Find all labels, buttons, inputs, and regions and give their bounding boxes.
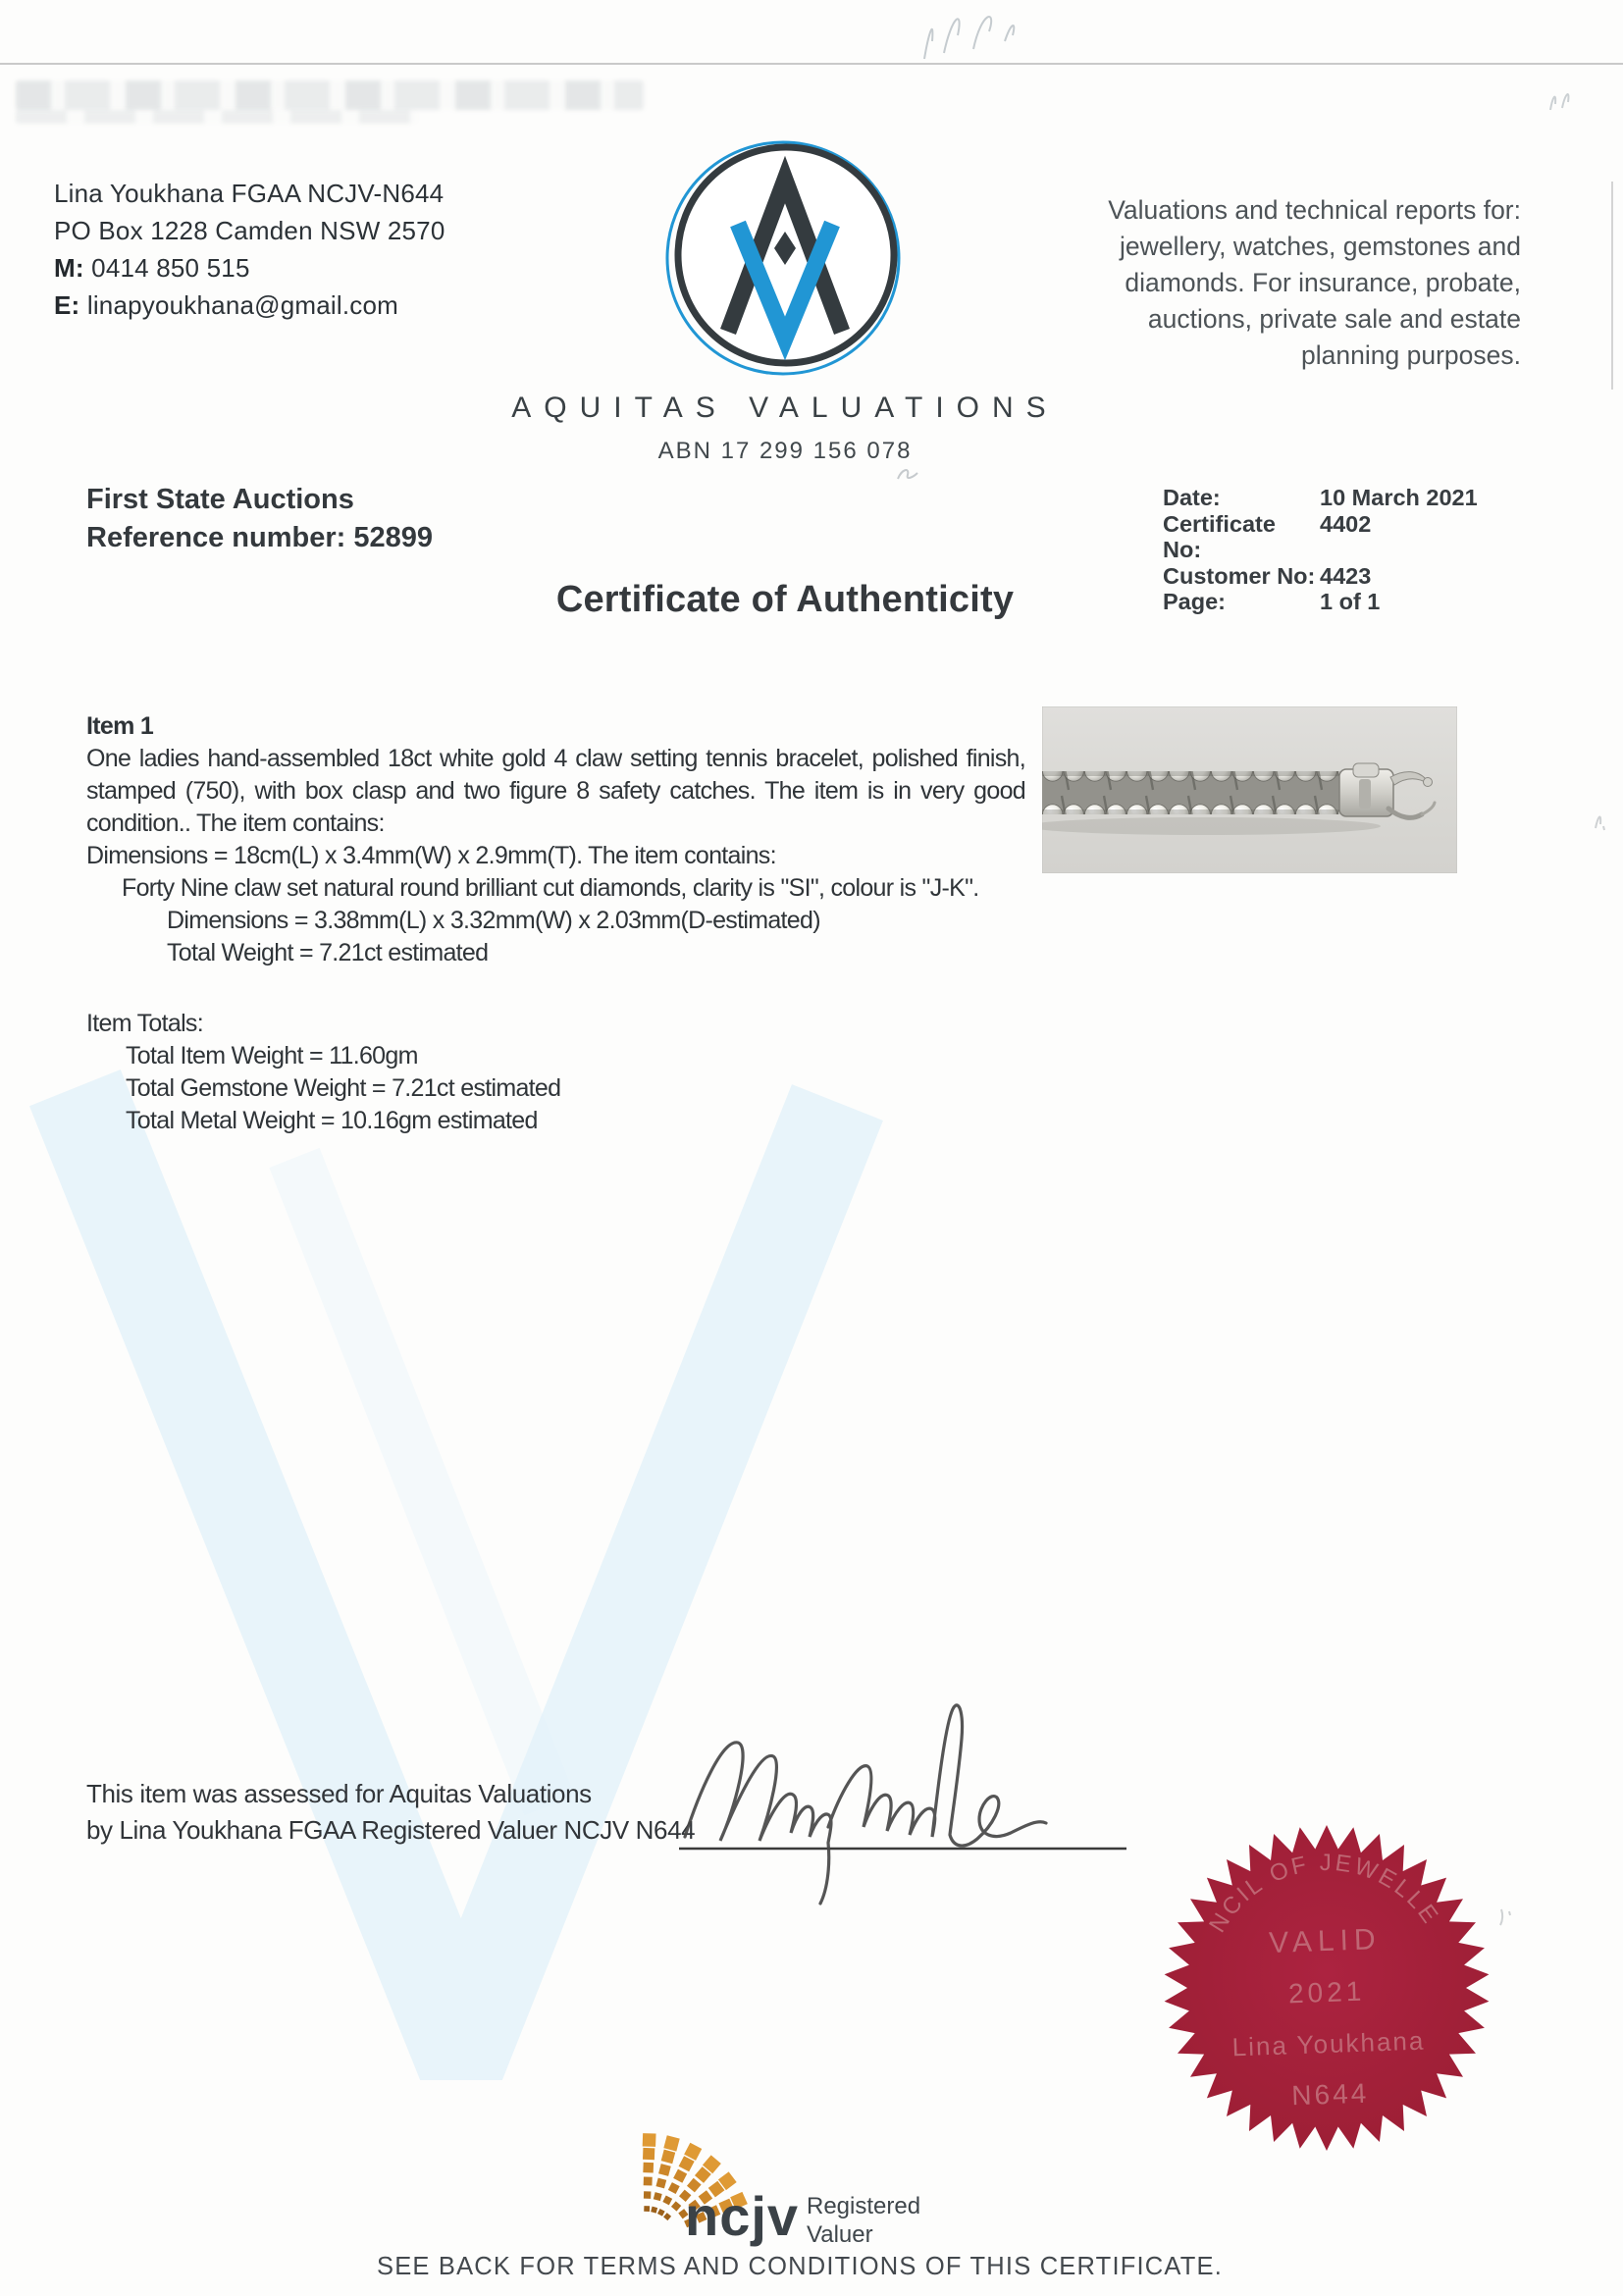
- footer-terms-note: SEE BACK FOR TERMS AND CONDITIONS OF THIS CERTIFICATE.: [376, 2253, 1223, 2280]
- ncjv-logo-text: ncjv: [685, 2185, 800, 2247]
- scan-ghost-text-band-2: [16, 110, 418, 124]
- stone-dimensions: Dimensions = 3.38mm(L) x 3.32mm(W) x 2.03mm(D-estimated): [167, 907, 820, 934]
- seal-arc-text: NCIL OF JEWELLE: [1203, 1849, 1445, 1938]
- seal-name-text: Lina Youkhana: [1231, 2025, 1426, 2062]
- item-dimensions: Dimensions = 18cm(L) x 3.4mm(W) x 2.9mm(T). The item contains:: [86, 842, 776, 869]
- scan-edge-line: [1611, 182, 1613, 390]
- total-gemstone-weight: Total Gemstone Weight = 7.21ct estimated: [126, 1074, 561, 1102]
- scan-top-rule: [0, 63, 1623, 65]
- item-stones-line: Forty Nine claw set natural round brilliant cut diamonds, clarity is "SI", colour is "J-K".: [122, 874, 979, 902]
- page-title: Certificate of Authenticity: [555, 579, 1015, 620]
- services-blurb: Valuations and technical reports for: jewellery, watches, gemstones and diamonds. For insurance, probate, auctions, private sale and estate planning purposes.: [1108, 195, 1521, 370]
- scan-ghost-text-band: [16, 80, 644, 110]
- meta-row-certificate-no: Certificate No: 4402: [1163, 510, 1372, 562]
- aquitas-logo: [643, 116, 927, 400]
- bracelet-photo: [1042, 706, 1457, 873]
- reference-number: Reference number: 52899: [86, 522, 433, 553]
- client-reference-block: [86, 481, 433, 557]
- contact-email: E: linapyoukhana@gmail.com: [54, 290, 399, 320]
- pencil-squiggle-top: [903, 2, 1050, 71]
- brand-name: AQUITAS VALUATIONS: [511, 391, 1059, 424]
- meta-row-customer-no: Customer No: 4423: [1163, 562, 1372, 589]
- stone-weight: Total Weight = 7.21ct estimated: [167, 939, 489, 966]
- brand-abn: ABN 17 299 156 078: [657, 438, 913, 464]
- total-item-weight: Total Item Weight = 11.60gm: [126, 1042, 418, 1070]
- item-heading: Item 1: [86, 712, 154, 740]
- validity-seal: [1160, 1821, 1493, 2155]
- seal-valid-text: VALID: [1268, 1923, 1383, 1960]
- contact-address: PO Box 1228 Camden NSW 2570: [54, 216, 445, 245]
- client-name: First State Auctions: [86, 484, 354, 515]
- seal-year-text: 2021: [1287, 1975, 1366, 2009]
- item-description-block: [86, 710, 1025, 1137]
- meta-row-page: Page: 1 of 1: [1163, 589, 1381, 614]
- assessment-statement: This item was assessed for Aquitas Valuations by Lina Youkhana FGAA Registered Valuer NCJV N644: [86, 1779, 696, 1845]
- item-description: One ladies hand-assembled 18ct white gold 4 claw setting tennis bracelet, polished finish, stamped (750), with box clasp and two figure 8 safety catches. The item is in very good condition.. The item contains:: [86, 745, 1025, 837]
- ink-speck-seal-right: [1493, 1902, 1519, 1931]
- contact-mobile: M: 0414 850 515: [54, 253, 250, 283]
- total-metal-weight: Total Metal Weight = 10.16gm estimated: [126, 1107, 538, 1134]
- ink-speck-photo-right: [1588, 803, 1613, 836]
- seal-number-text: N644: [1290, 2077, 1370, 2112]
- meta-row-date: Date: 10 March 2021: [1163, 485, 1478, 510]
- pencil-mark-right: [1543, 80, 1582, 120]
- contact-name: Lina Youkhana FGAA NCJV-N644: [54, 179, 445, 208]
- signature-scribble: [685, 1705, 1046, 1904]
- valuer-contact-block: [54, 175, 445, 324]
- ncjv-tagline: Registered Valuer: [807, 2193, 921, 2248]
- valuer-signature: [648, 1668, 1138, 1923]
- aquitas-v-watermark: [0, 1040, 1079, 2080]
- item-totals-heading: Item Totals:: [86, 1010, 203, 1037]
